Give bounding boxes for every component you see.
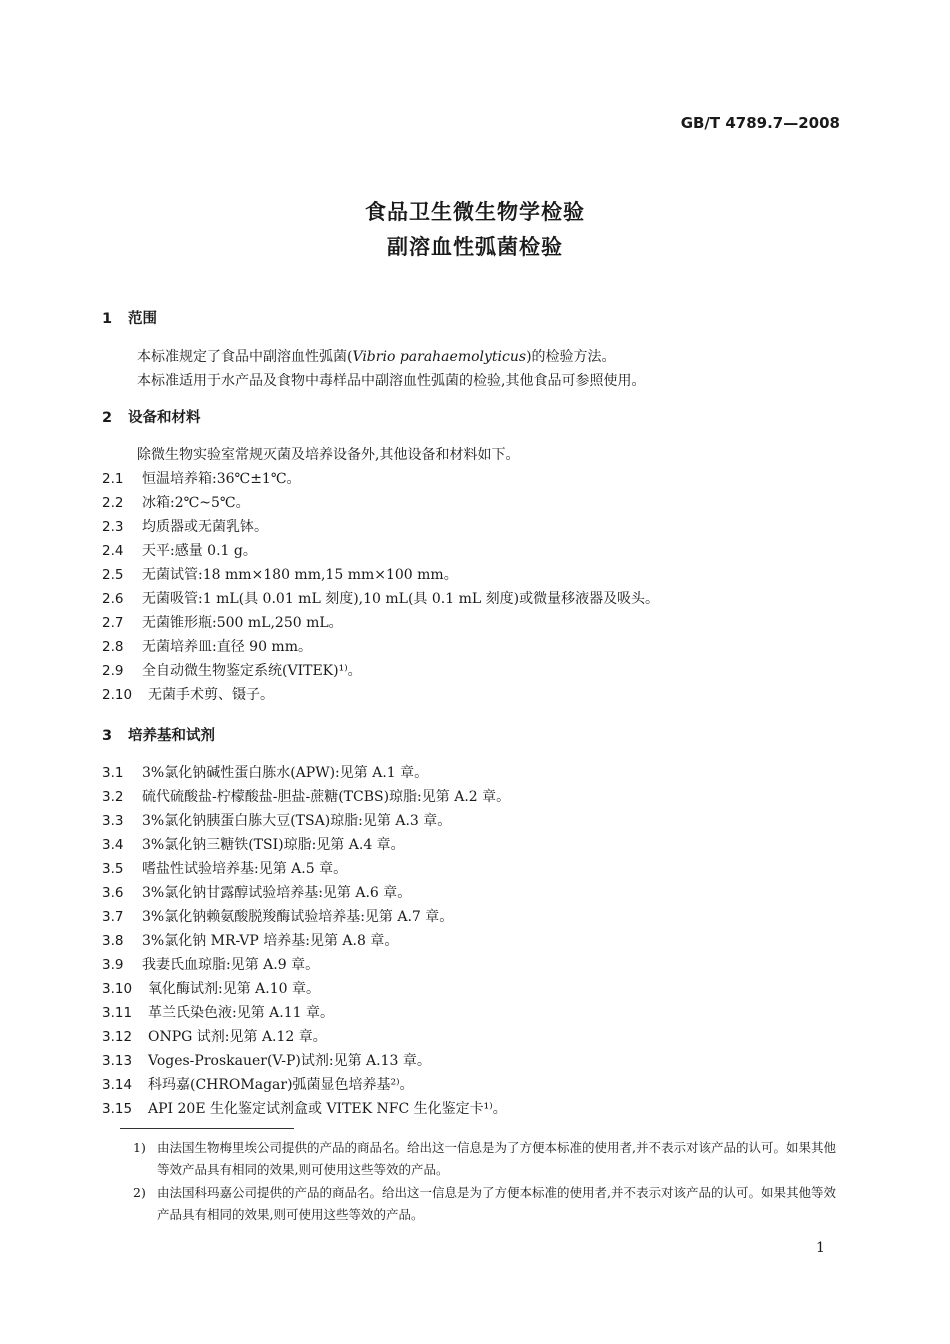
paragraph-text: 本标准规定了食品中副溶血性弧菌( (137, 349, 353, 365)
item-text: 硫代硫酸盐-柠檬酸盐-胆盐-蔗糖(TCBS)琼脂:见第 A.2 章。 (142, 789, 511, 805)
item-text: 3%氯化钠甘露醇试验培养基:见第 A.6 章。 (142, 885, 412, 901)
list-item (102, 1050, 431, 1070)
section-number: 1 (102, 311, 113, 327)
list-item (102, 1098, 507, 1118)
footnote-mark: 1) (133, 1140, 146, 1155)
list-item (102, 954, 319, 974)
section-heading (102, 724, 215, 745)
item-text: 无菌手术剪、镊子。 (148, 687, 274, 703)
item-number: 3.1 (102, 765, 124, 781)
list-item (102, 516, 268, 536)
section-title: 培养基和试剂 (128, 728, 215, 744)
item-text: 无菌试管:18 mm×180 mm,15 mm×100 mm。 (142, 567, 458, 583)
list-item (102, 660, 362, 680)
list-item (102, 468, 301, 488)
list-item (102, 882, 411, 902)
item-text: ONPG 试剂:见第 A.12 章。 (148, 1029, 327, 1045)
section-heading (102, 307, 157, 328)
item-number: 3.8 (102, 933, 124, 949)
list-item (102, 492, 250, 512)
item-number: 3.3 (102, 813, 124, 829)
footnote-mark: 2) (133, 1185, 146, 1200)
item-number: 2.7 (102, 615, 124, 631)
item-text: 无菌吸管:1 mL(具 0.01 mL 刻度),10 mL(具 0.1 mL 刻度)或微量移液器及吸头。 (142, 591, 660, 607)
list-item (102, 930, 398, 950)
footnote-text: 由法国生物梅里埃公司提供的产品的商品名。给出这一信息是为了方便本标准的使用者,并不表示对该产品的认可。如果其他等效产品具有相同的效果,则可使用这些等效的产品。 (157, 1140, 836, 1177)
item-number: 2.5 (102, 567, 124, 583)
item-number: 3.12 (102, 1029, 133, 1045)
footnote-text: 由法国科玛嘉公司提供的产品的商品名。给出这一信息是为了方便本标准的使用者,并不表示对该产品的认可。如果其他等效产品具有相同的效果,则可使用这些等效的产品。 (157, 1185, 836, 1222)
item-text: API 20E 生化鉴定试剂盒或 VITEK NFC 生化鉴定卡¹⁾。 (148, 1101, 507, 1117)
item-text: 氧化酶试剂:见第 A.10 章。 (148, 981, 320, 997)
item-text: 3%氯化钠赖氨酸脱羧酶试验培养基:见第 A.7 章。 (142, 909, 454, 925)
item-number: 3.10 (102, 981, 133, 997)
item-text: 冰箱:2℃~5℃。 (142, 495, 250, 511)
list-item (102, 858, 347, 878)
list-item (102, 810, 451, 830)
item-text: 恒温培养箱:36℃±1℃。 (142, 471, 301, 487)
list-item (102, 1002, 334, 1022)
section-number: 3 (102, 728, 113, 744)
item-number: 2.6 (102, 591, 124, 607)
item-number: 2.10 (102, 687, 133, 703)
item-text: 我妻氏血琼脂:见第 A.9 章。 (142, 957, 320, 973)
section-number: 2 (102, 410, 113, 426)
footnote (133, 1182, 848, 1226)
list-item (102, 1026, 327, 1046)
item-number: 3.13 (102, 1053, 133, 1069)
footnote-divider (120, 1128, 294, 1129)
section-heading (102, 406, 201, 427)
item-number: 2.1 (102, 471, 124, 487)
item-number: 3.14 (102, 1077, 133, 1093)
list-item (102, 612, 343, 632)
list-item (102, 684, 274, 704)
paragraph-text: )的检验方法。 (526, 349, 616, 365)
list-item (102, 564, 458, 584)
item-text: 全自动微生物鉴定系统(VITEK)¹⁾。 (142, 663, 362, 679)
list-item (102, 834, 405, 854)
page-subtitle: 副溶血性弧菌检验 (387, 235, 563, 259)
item-text: 科玛嘉(CHROMagar)弧菌显色培养基²⁾。 (148, 1077, 414, 1093)
paragraph (137, 346, 616, 366)
item-text: 革兰氏染色液:见第 A.11 章。 (148, 1005, 334, 1021)
item-number: 3.5 (102, 861, 124, 877)
page-number: 1 (816, 1240, 825, 1256)
list-item (102, 978, 320, 998)
item-text: 嗜盐性试验培养基:见第 A.5 章。 (142, 861, 348, 877)
footnote (133, 1137, 848, 1181)
item-text: 天平:感量 0.1 g。 (142, 543, 257, 559)
paragraph: 除微生物实验室常规灭菌及培养设备外,其他设备和材料如下。 (137, 447, 520, 463)
species-name: Vibrio parahaemolyticus (352, 349, 527, 365)
item-number: 3.9 (102, 957, 124, 973)
list-item (102, 588, 659, 608)
item-number: 3.2 (102, 789, 124, 805)
page-title: 食品卫生微生物学检验 (365, 200, 585, 224)
item-text: 3%氯化钠 MR-VP 培养基:见第 A.8 章。 (142, 933, 399, 949)
item-number: 2.9 (102, 663, 124, 679)
item-text: 均质器或无菌乳钵。 (142, 519, 268, 535)
item-number: 3.4 (102, 837, 124, 853)
item-text: 3%氯化钠三糖铁(TSI)琼脂:见第 A.4 章。 (142, 837, 405, 853)
item-number: 3.15 (102, 1101, 133, 1117)
list-item (102, 762, 428, 782)
section-title: 范围 (128, 311, 157, 327)
item-text: Voges-Proskauer(V-P)试剂:见第 A.13 章。 (148, 1053, 431, 1069)
item-text: 3%氯化钠碱性蛋白胨水(APW):见第 A.1 章。 (142, 765, 429, 781)
item-number: 3.6 (102, 885, 124, 901)
item-text: 无菌锥形瓶:500 mL,250 mL。 (142, 615, 343, 631)
section-title: 设备和材料 (128, 410, 201, 426)
item-number: 2.2 (102, 495, 124, 511)
item-number: 3.11 (102, 1005, 133, 1021)
item-text: 3%氯化钠胰蛋白胨大豆(TSA)琼脂:见第 A.3 章。 (142, 813, 452, 829)
standard-code: GB/T 4789.7—2008 (680, 114, 840, 132)
item-text: 无菌培养皿:直径 90 mm。 (142, 639, 312, 655)
item-number: 3.7 (102, 909, 124, 925)
list-item (102, 1074, 414, 1094)
item-number: 2.4 (102, 543, 124, 559)
paragraph: 本标准适用于水产品及食物中毒样品中副溶血性弧菌的检验,其他食品可参照使用。 (137, 373, 646, 389)
list-item (102, 786, 510, 806)
item-number: 2.8 (102, 639, 124, 655)
list-item (102, 636, 312, 656)
item-number: 2.3 (102, 519, 124, 535)
list-item (102, 906, 453, 926)
list-item (102, 540, 257, 560)
